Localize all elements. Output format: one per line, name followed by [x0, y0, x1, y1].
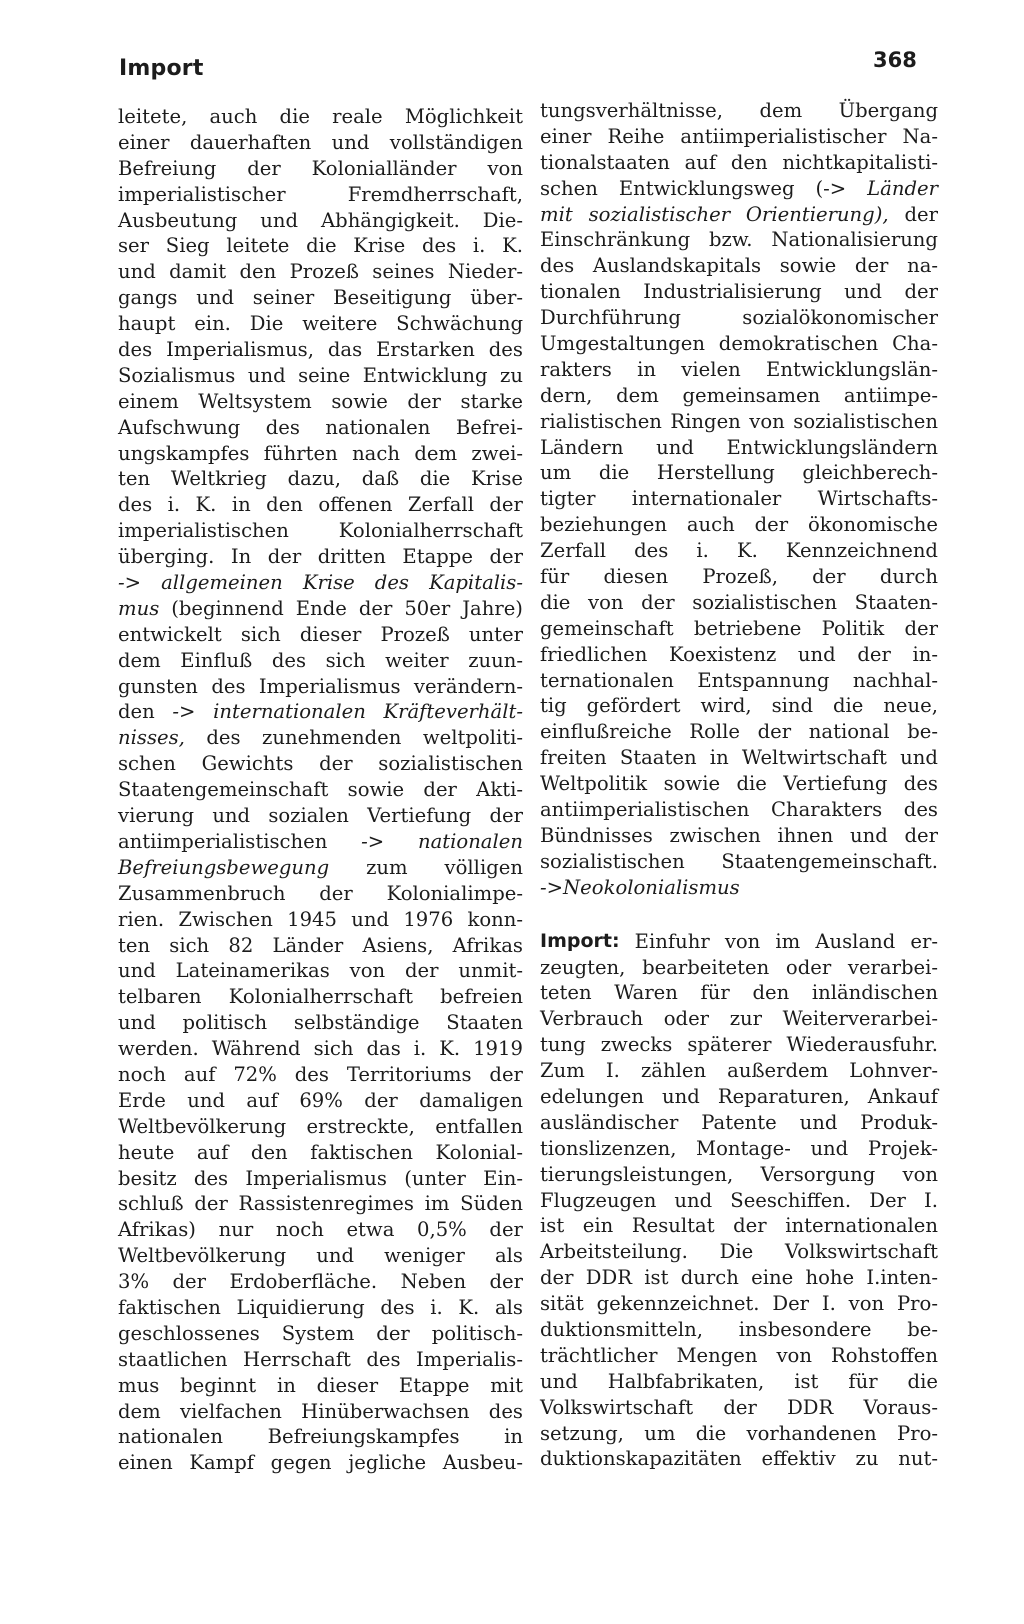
text-line: tung zwecks späterer Wiederausfuhr. — [540, 1033, 938, 1057]
text-line: mus (beginnend Ende der 50er Jahre) — [118, 596, 523, 620]
text-line: ten sich 82 Länder Asiens, Afrikas — [118, 933, 523, 957]
text-line: Zerfall des i. K. Kennzeichnend — [540, 539, 938, 563]
text-line: Weltbevölkerung erstreckte, entfallen — [118, 1114, 523, 1138]
text-line: gangs und seiner Beseitigung über- — [118, 286, 523, 310]
text-line: Afrikas) nur noch etwa 0,5% der — [118, 1218, 523, 1242]
text-line: Ländern und Entwicklungsländern — [540, 435, 938, 459]
text-line: des Auslandskapitals sowie der na- — [540, 254, 938, 278]
text-line: den -> internationalen Kräfteverhält- — [118, 700, 523, 724]
text-line: ausländischer Patente und Produk- — [540, 1110, 938, 1134]
text-line: sität gekennzeichnet. Der I. von Pro- — [540, 1292, 938, 1316]
text-line: Volkswirtschaft der DDR Voraus- — [540, 1395, 938, 1419]
text-line: besitz des Imperialismus (unter Ein- — [118, 1166, 523, 1190]
text-line: Weltpolitik sowie die Vertiefung des — [540, 772, 938, 796]
text-line: vierung und sozialen Vertiefung der — [118, 804, 523, 828]
text-line: überging. In der dritten Etappe der — [118, 545, 523, 569]
text-line: werden. Während sich das i. K. 1919 — [118, 1037, 523, 1061]
text-line: heute auf den faktischen Kolonial- — [118, 1140, 523, 1164]
text-line: sozialistischen Staatengemeinschaft. — [540, 849, 938, 873]
text-line: beziehungen auch der ökonomische — [540, 513, 938, 537]
text-line: duktionsmitteln, insbesondere be- — [540, 1317, 938, 1341]
text-line: tionalstaaten auf den nichtkapitalisti- — [540, 150, 938, 174]
text-line: gunsten des Imperialismus verändern- — [118, 674, 523, 698]
text-line: Zusammenbruch der Kolonialimpe- — [118, 881, 523, 905]
page-number: 368 — [873, 48, 917, 72]
text-line: mit sozialistischer Orientierung), der — [540, 202, 938, 226]
text-line: Zum I. zählen außerdem Lohnver- — [540, 1059, 938, 1083]
text-line: leitete, auch die reale Möglichkeit — [118, 105, 523, 128]
text-line: mus beginnt in dieser Etappe mit — [118, 1373, 523, 1397]
text-line: dern, dem gemeinsamen antiimpe- — [540, 383, 938, 407]
text-line: ->Neokolonialismus — [540, 875, 740, 899]
text-line: haupt ein. Die weitere Schwächung — [118, 312, 523, 336]
text-line: nationalen Befreiungskampfes in — [118, 1425, 523, 1449]
text-line: Sozialismus und seine Entwicklung zu — [118, 363, 523, 387]
text-line: gemeinschaft betriebene Politik der — [540, 616, 938, 640]
text-line: faktischen Liquidierung des i. K. als — [118, 1295, 523, 1319]
text-line: duktionskapazitäten effektiv zu nut- — [540, 1447, 938, 1471]
text-line: freiten Staaten in Weltwirtschaft und — [540, 746, 938, 770]
text-line: tungsverhältnisse, dem Übergang — [540, 99, 938, 122]
text-line: staatlichen Herrschaft des Imperialis- — [118, 1347, 523, 1371]
text-line: setzung, um die vorhandenen Pro- — [540, 1421, 938, 1445]
text-line: ternationalen Entspannung nachhal- — [540, 668, 938, 692]
text-line: Befreiungsbewegung zum völligen — [118, 855, 523, 879]
text-line: rialistischen Ringen von sozialistischen — [540, 409, 938, 433]
text-line: schluß der Rassistenregimes im Süden — [118, 1192, 523, 1216]
text-line: einem Weltsystem sowie der starke — [118, 389, 523, 413]
text-line: Arbeitsteilung. Die Volkswirtschaft — [540, 1240, 938, 1264]
text-line: ist ein Resultat der internationalen — [540, 1214, 938, 1238]
text-line: Staatengemeinschaft sowie der Akti- — [118, 778, 523, 802]
text-line: rakters in vielen Entwicklungslän- — [540, 357, 938, 381]
entry-gap — [540, 901, 938, 929]
text-line: Befreiung der Kolonialländer von — [118, 156, 523, 180]
text-line: einer dauerhaften und vollständigen — [118, 130, 523, 154]
text-line: Einschränkung bzw. Nationalisierung — [540, 228, 938, 252]
text-line: Ausbeutung und Abhängigkeit. Die- — [118, 208, 523, 232]
text-line: und damit den Prozeß seines Nieder- — [118, 260, 523, 284]
text-line: schen Gewichts der sozialistischen — [118, 752, 523, 776]
import-entry — [540, 929, 938, 1473]
text-line: Weltbevölkerung und weniger als — [118, 1244, 523, 1268]
text-line: tigter internationaler Wirtschafts- — [540, 487, 938, 511]
text-line: 3% der Erdoberfläche. Neben der — [118, 1270, 523, 1294]
text-line: ungskampfes führten nach dem zwei- — [118, 441, 523, 465]
text-line: rien. Zwischen 1945 und 1976 konn- — [118, 907, 523, 931]
text-line: tierungsleistungen, Versorgung von — [540, 1162, 938, 1186]
text-line: des Imperialismus, das Erstarken des — [118, 338, 523, 362]
running-head-keyword: Import — [119, 56, 204, 81]
text-line: und Halbfabrikaten, ist für die — [540, 1369, 938, 1393]
text-line: tig gefördert wird, sind die neue, — [540, 694, 938, 718]
text-line: einflußreiche Rolle der national be- — [540, 720, 938, 744]
text-line: schen Entwicklungsweg (-> Länder — [540, 176, 938, 200]
text-line: dem vielfachen Hinüberwachsen des — [118, 1399, 523, 1423]
text-line: trächtlicher Mengen von Rohstoffen — [540, 1343, 938, 1367]
text-line: -> allgemeinen Krise des Kapitalis- — [118, 571, 523, 595]
text-line: zeugten, bearbeiteten oder verarbei- — [540, 955, 938, 979]
text-line: telbaren Kolonialherrschaft befreien — [118, 985, 523, 1009]
text-line: edelungen und Reparaturen, Ankauf — [540, 1084, 938, 1108]
text-line: ser Sieg leitete die Krise des i. K. — [118, 234, 523, 258]
text-line: Erde und auf 69% der damaligen — [118, 1088, 523, 1112]
text-line: noch auf 72% des Territoriums der — [118, 1062, 523, 1086]
text-line: ten Weltkrieg dazu, daß die Krise — [118, 467, 523, 491]
text-line: geschlossenes System der politisch- — [118, 1321, 523, 1345]
text-line: die von der sozialistischen Staaten- — [540, 590, 938, 614]
right-column — [540, 98, 938, 1472]
text-line: friedlichen Koexistenz und der in- — [540, 642, 938, 666]
text-line: tionalen Industrialisierung und der — [540, 280, 938, 304]
text-line: und politisch selbständige Staaten — [118, 1011, 523, 1035]
text-line: teten Waren für den inländischen — [540, 981, 938, 1005]
text-line: für diesen Prozeß, der durch — [540, 565, 938, 589]
text-line: des i. K. in den offenen Zerfall der — [118, 493, 523, 517]
left-column — [118, 104, 523, 1476]
text-line: imperialistischer Fremdherrschaft, — [118, 182, 523, 206]
text-line: tionslizenzen, Montage- und Projek- — [540, 1136, 938, 1160]
text-line: Verbrauch oder zur Weiterverarbei- — [540, 1007, 938, 1031]
text-line: und Lateinamerikas von der unmit- — [118, 959, 523, 983]
text-line: Umgestaltungen demokratischen Cha- — [540, 332, 938, 356]
text-line: einer Reihe antiimperialistischer Na- — [540, 124, 938, 148]
text-line: nisses, des zunehmenden weltpoliti- — [118, 726, 523, 750]
text-line: der DDR ist durch eine hohe I.inten- — [540, 1266, 938, 1290]
text-line: entwickelt sich dieser Prozeß unter — [118, 622, 523, 646]
text-line: dem Einfluß des sich weiter zuun- — [118, 648, 523, 672]
text-line: Flugzeugen und Seeschiffen. Der I. — [540, 1188, 938, 1212]
text-line: Aufschwung des nationalen Befrei- — [118, 415, 523, 439]
text-line: antiimperialistischen -> nationalen — [118, 829, 523, 853]
text-line: antiimperialistischen Charakters des — [540, 798, 938, 822]
text-line: einen Kampf gegen jegliche Ausbeu- — [118, 1451, 523, 1475]
text-line: um die Herstellung gleichberech- — [540, 461, 938, 485]
entry-continuation — [540, 98, 938, 901]
text-line: Durchführung sozialökonomischer — [540, 306, 938, 330]
text-line: imperialistischen Kolonialherrschaft — [118, 519, 523, 543]
text-line: Import: Einfuhr von im Ausland er- — [540, 929, 938, 953]
text-line: Bündnisses zwischen ihnen und der — [540, 823, 938, 847]
